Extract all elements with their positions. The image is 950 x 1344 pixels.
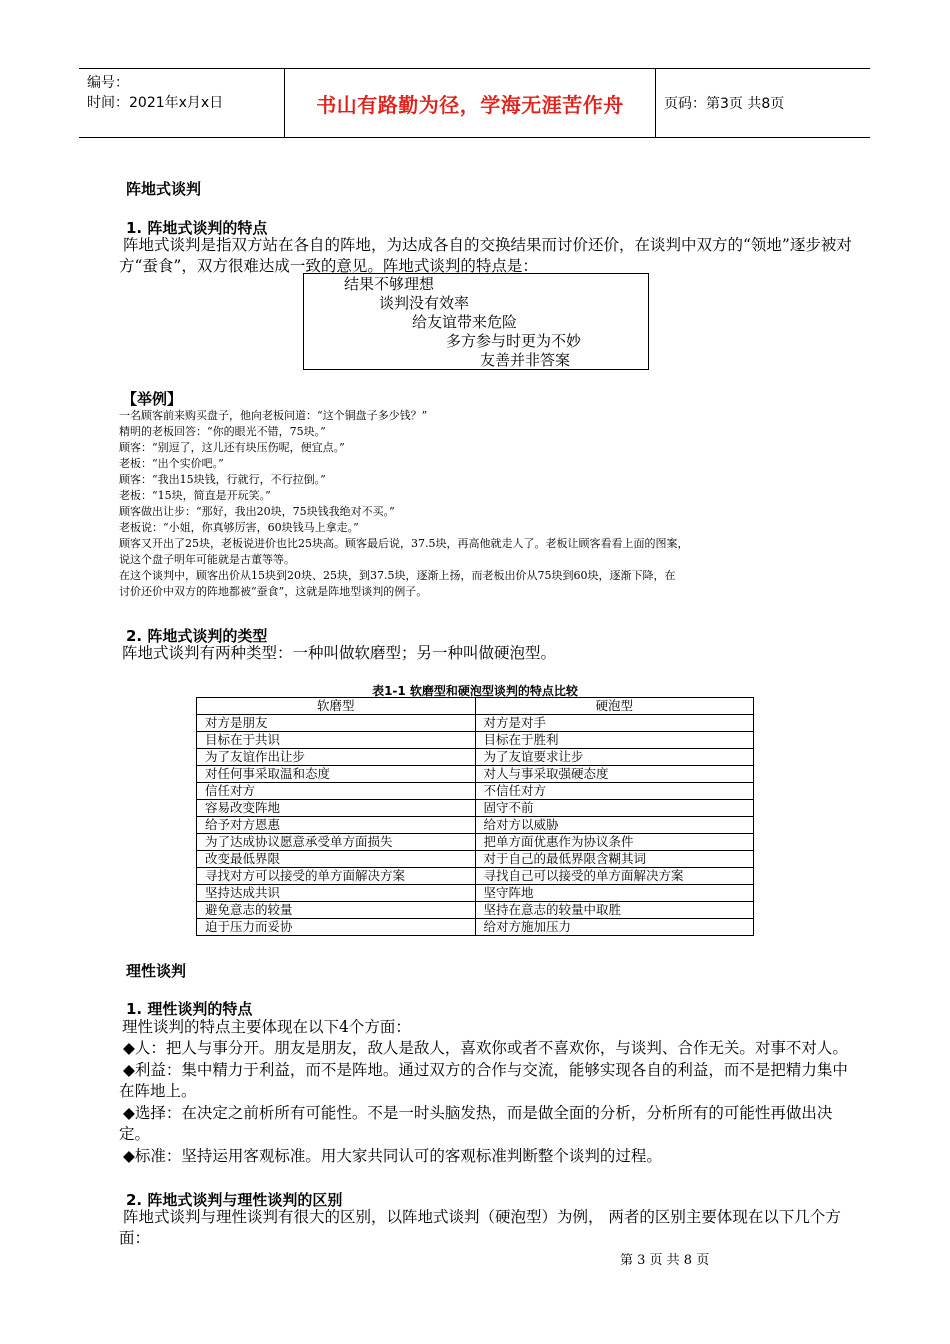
table-cell-hard: 固守不前 <box>475 800 754 817</box>
table-cell-soft: 给予对方恩惠 <box>197 817 476 834</box>
example-line: 老板说：“小姐，你真够厉害，60块钱马上拿走。” <box>119 521 359 534</box>
table-row <box>197 766 754 783</box>
example-line: 顾客：“别逗了，这儿还有块压伤呢，便宜点。” <box>119 441 345 454</box>
table-row <box>197 919 754 936</box>
table-row <box>197 715 754 732</box>
subheading-features: 1. 阵地式谈判的特点 <box>126 219 268 237</box>
table-cell-soft: 坚持达成共识 <box>197 885 476 902</box>
table-cell-soft: 目标在于共识 <box>197 732 476 749</box>
rational-intro: 理性谈判的特点主要体现在以下4个方面： <box>122 1018 411 1036</box>
rational-point: ◆选择：在决定之前析所有可能性。不是一时头脑发热，而是做全面的分析，分析所有的可能性再做出决定。 <box>119 1104 833 1143</box>
subheading-difference: 2. 阵地式谈判与理性谈判的区别 <box>126 1191 343 1209</box>
table-header-soft: 软磨型 <box>197 698 476 715</box>
header-motto: 书山有路勤为径，学海无涯苦作舟 <box>284 69 656 137</box>
table-cell-soft: 避免意志的较量 <box>197 902 476 919</box>
rational-point: ◆人：把人与事分开。朋友是朋友，敌人是敌人，喜欢你或者不喜欢你，与谈判、合作无关。对事不对人。 <box>123 1039 848 1057</box>
table-row <box>197 902 754 919</box>
table-row <box>197 834 754 851</box>
table-row <box>197 749 754 766</box>
header-number: 编号： <box>87 75 129 91</box>
table-cell-hard: 给对方以威胁 <box>475 817 754 834</box>
table-row <box>197 800 754 817</box>
example-block <box>119 408 864 600</box>
header-time: 时间：2021年x月x日 <box>87 95 224 111</box>
table-row <box>197 868 754 885</box>
table-row <box>197 851 754 868</box>
subheading-types: 2. 阵地式谈判的类型 <box>126 627 268 645</box>
subheading-rational-features: 1. 理性谈判的特点 <box>126 1000 253 1018</box>
table-cell-hard: 对方是对手 <box>475 715 754 732</box>
features-box <box>303 273 649 370</box>
example-title: 【举例】 <box>122 390 183 408</box>
feature-item: 友善并非答案 <box>480 351 571 369</box>
example-line: 说这个盘子明年可能就是古董等等。 <box>119 553 295 566</box>
feature-item: 多方参与时更为不妙 <box>446 332 582 350</box>
page-header <box>79 68 870 138</box>
table-cell-hard: 坚守阵地 <box>475 885 754 902</box>
example-line: 讨价还价中双方的阵地都被“蚕食”，这就是阵地型谈判的例子。 <box>119 585 428 598</box>
example-line: 一名顾客前来购买盘子，他向老板问道：“这个铜盘子多少钱？” <box>119 409 428 422</box>
table-cell-soft: 为了达成协议愿意承受单方面损失 <box>197 834 476 851</box>
table-cell-hard: 坚持在意志的较量中取胜 <box>475 902 754 919</box>
table-cell-hard: 为了友谊要求让步 <box>475 749 754 766</box>
table-cell-hard: 把单方面优惠作为协议条件 <box>475 834 754 851</box>
table-cell-hard: 给对方施加压力 <box>475 919 754 936</box>
table-caption: 表1-1 软磨型和硬泡型谈判的特点比较 <box>372 684 578 698</box>
table-cell-soft: 对任何事采取温和态度 <box>197 766 476 783</box>
section-title-rational: 理性谈判 <box>126 962 187 980</box>
table-cell-soft: 寻找对方可以接受的单方面解决方案 <box>197 868 476 885</box>
table-cell-soft: 迫于压力而妥协 <box>197 919 476 936</box>
table-cell-soft: 改变最低界限 <box>197 851 476 868</box>
example-line: 在这个谈判中，顾客出价从15块到20块、25块，到37.5块，逐渐上扬，而老板出价从75块到60块，逐渐下降，在 <box>119 569 676 582</box>
example-line: 顾客做出让步：“那好，我出20块，75块钱我绝对不买。” <box>119 505 395 518</box>
rational-point: ◆利益：集中精力于利益，而不是阵地。通过双方的合作与交流，能够实现各自的利益，而不是把精力集中在阵地上。 <box>119 1061 848 1100</box>
table-cell-soft: 对方是朋友 <box>197 715 476 732</box>
table-cell-hard: 对于自己的最低界限含糊其词 <box>475 851 754 868</box>
table-cell-hard: 寻找自己可以接受的单方面解决方案 <box>475 868 754 885</box>
table-cell-soft: 信任对方 <box>197 783 476 800</box>
types-paragraph: 阵地式谈判有两种类型：一种叫做软磨型；另一种叫做硬泡型。 <box>122 644 557 662</box>
table-cell-hard: 对人与事采取强硬态度 <box>475 766 754 783</box>
header-page: 页码：第3页 共8页 <box>664 96 785 112</box>
rational-points <box>119 1038 859 1167</box>
difference-paragraph: 阵地式谈判与理性谈判有很大的区别，以阵地式谈判（硬泡型）为例， 两者的区别主要体现在以下几个方面： <box>119 1208 841 1247</box>
table-cell-soft: 为了友谊作出让步 <box>197 749 476 766</box>
table-cell-soft: 容易改变阵地 <box>197 800 476 817</box>
table-header-hard: 硬泡型 <box>475 698 754 715</box>
table-cell-hard: 目标在于胜利 <box>475 732 754 749</box>
rational-point: ◆标准：坚持运用客观标准。用大家共同认可的客观标准判断整个谈判的过程。 <box>123 1147 662 1165</box>
feature-item: 结果不够理想 <box>344 275 435 293</box>
table-cell-hard: 不信任对方 <box>475 783 754 800</box>
table-row <box>197 783 754 800</box>
example-line: 精明的老板回答：“你的眼光不错，75块。” <box>119 425 326 438</box>
example-line: 顾客又开出了25块，老板说进价也比25块高。顾客最后说，37.5块，再高他就走人了。老板让顾客看看上面的图案， <box>119 537 689 550</box>
feature-item: 谈判没有效率 <box>379 294 470 312</box>
comparison-table <box>196 697 754 936</box>
table-row <box>197 885 754 902</box>
page-footer: 第 3 页 共 8 页 <box>620 1253 710 1268</box>
table-row <box>197 817 754 834</box>
example-line: 老板：“15块，简直是开玩笑。” <box>119 489 271 502</box>
features-paragraph: 阵地式谈判是指双方站在各自的阵地，为达成各自的交换结果而讨价还价，在谈判中双方的“领地”逐步被对方“蚕食”，双方很难达成一致的意见。阵地式谈判的特点是： <box>119 236 852 275</box>
table-header-row <box>197 698 754 715</box>
table-row <box>197 732 754 749</box>
section-title-positional: 阵地式谈判 <box>126 180 202 198</box>
feature-item: 给友谊带来危险 <box>412 313 518 331</box>
example-line: 老板：“出个实价吧。” <box>119 457 224 470</box>
example-line: 顾客：“我出15块钱，行就行，不行拉倒。” <box>119 473 326 486</box>
header-meta <box>87 73 223 113</box>
